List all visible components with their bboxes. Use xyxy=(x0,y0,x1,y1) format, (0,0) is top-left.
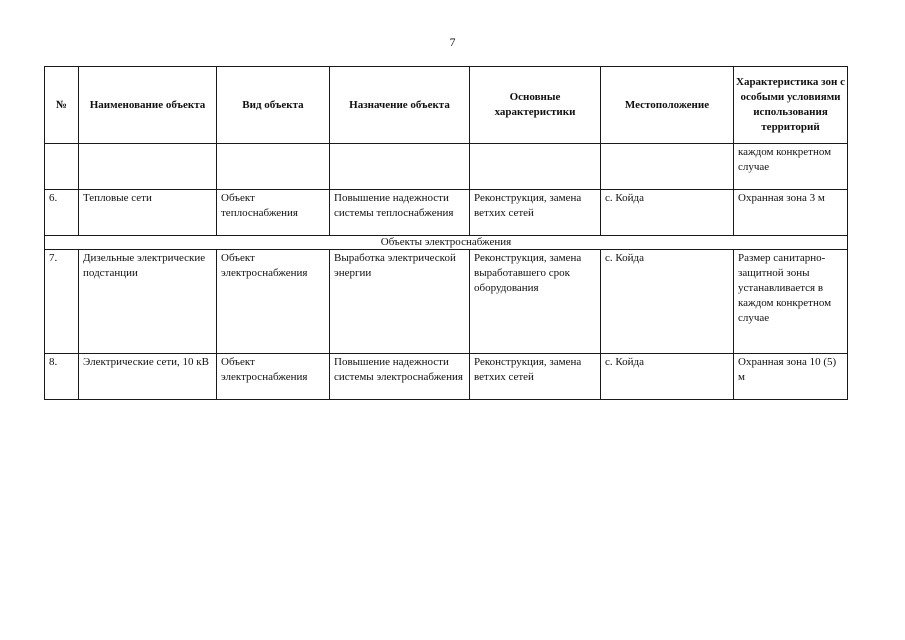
cell-zones: Охранная зона 3 м xyxy=(734,190,848,236)
cell-specs: Реконструкция, замена ветхих сетей xyxy=(470,354,601,400)
cell-empty xyxy=(217,144,330,190)
cell-zones: Охранная зона 10 (5) м xyxy=(734,354,848,400)
section-row xyxy=(45,236,848,250)
cell-type: Объект теплоснабжения xyxy=(217,190,330,236)
cell-zones: Размер санитарно-защитной зоны устанавливается в каждом конкретном случае xyxy=(734,250,848,354)
table-row xyxy=(45,354,848,400)
cell-location: с. Койда xyxy=(601,354,734,400)
header-purpose: Назначение объекта xyxy=(330,67,470,144)
page-number: 7 xyxy=(449,35,456,49)
cell-empty xyxy=(45,144,79,190)
cell-number: 6. xyxy=(45,190,79,236)
table-row xyxy=(45,250,848,354)
cell-purpose: Повышение надежности системы электроснабжения xyxy=(330,354,470,400)
cell-number: 8. xyxy=(45,354,79,400)
objects-table xyxy=(44,66,848,400)
cell-number: 7. xyxy=(45,250,79,354)
header-location: Местоположение xyxy=(601,67,734,144)
cell-purpose: Повышение надежности системы теплоснабжения xyxy=(330,190,470,236)
cell-name: Электрические сети, 10 кВ xyxy=(79,354,217,400)
cell-empty xyxy=(330,144,470,190)
cell-zones: каждом конкретном случае xyxy=(734,144,848,190)
cell-location: с. Койда xyxy=(601,250,734,354)
cell-name: Дизельные электрические подстанции xyxy=(79,250,217,354)
header-specs: Основные характеристики xyxy=(470,67,601,144)
table-row-continuation xyxy=(45,144,848,190)
section-title: Объекты электроснабжения xyxy=(45,236,848,250)
cell-specs: Реконструкция, замена выработавшего срок оборудования xyxy=(470,250,601,354)
table-row xyxy=(45,190,848,236)
cell-type: Объект электроснабжения xyxy=(217,250,330,354)
header-zones: Характеристика зон с особыми условиями использования территорий xyxy=(734,67,848,144)
cell-purpose: Выработка электрической энергии xyxy=(330,250,470,354)
cell-location: с. Койда xyxy=(601,190,734,236)
header-type: Вид объекта xyxy=(217,67,330,144)
cell-type: Объект электроснабжения xyxy=(217,354,330,400)
cell-empty xyxy=(79,144,217,190)
cell-empty xyxy=(470,144,601,190)
cell-empty xyxy=(601,144,734,190)
cell-name: Тепловые сети xyxy=(79,190,217,236)
header-number: № xyxy=(45,67,79,144)
table-header-row xyxy=(45,67,848,144)
cell-specs: Реконструкция, замена ветхих сетей xyxy=(470,190,601,236)
header-name: Наименование объекта xyxy=(79,67,217,144)
